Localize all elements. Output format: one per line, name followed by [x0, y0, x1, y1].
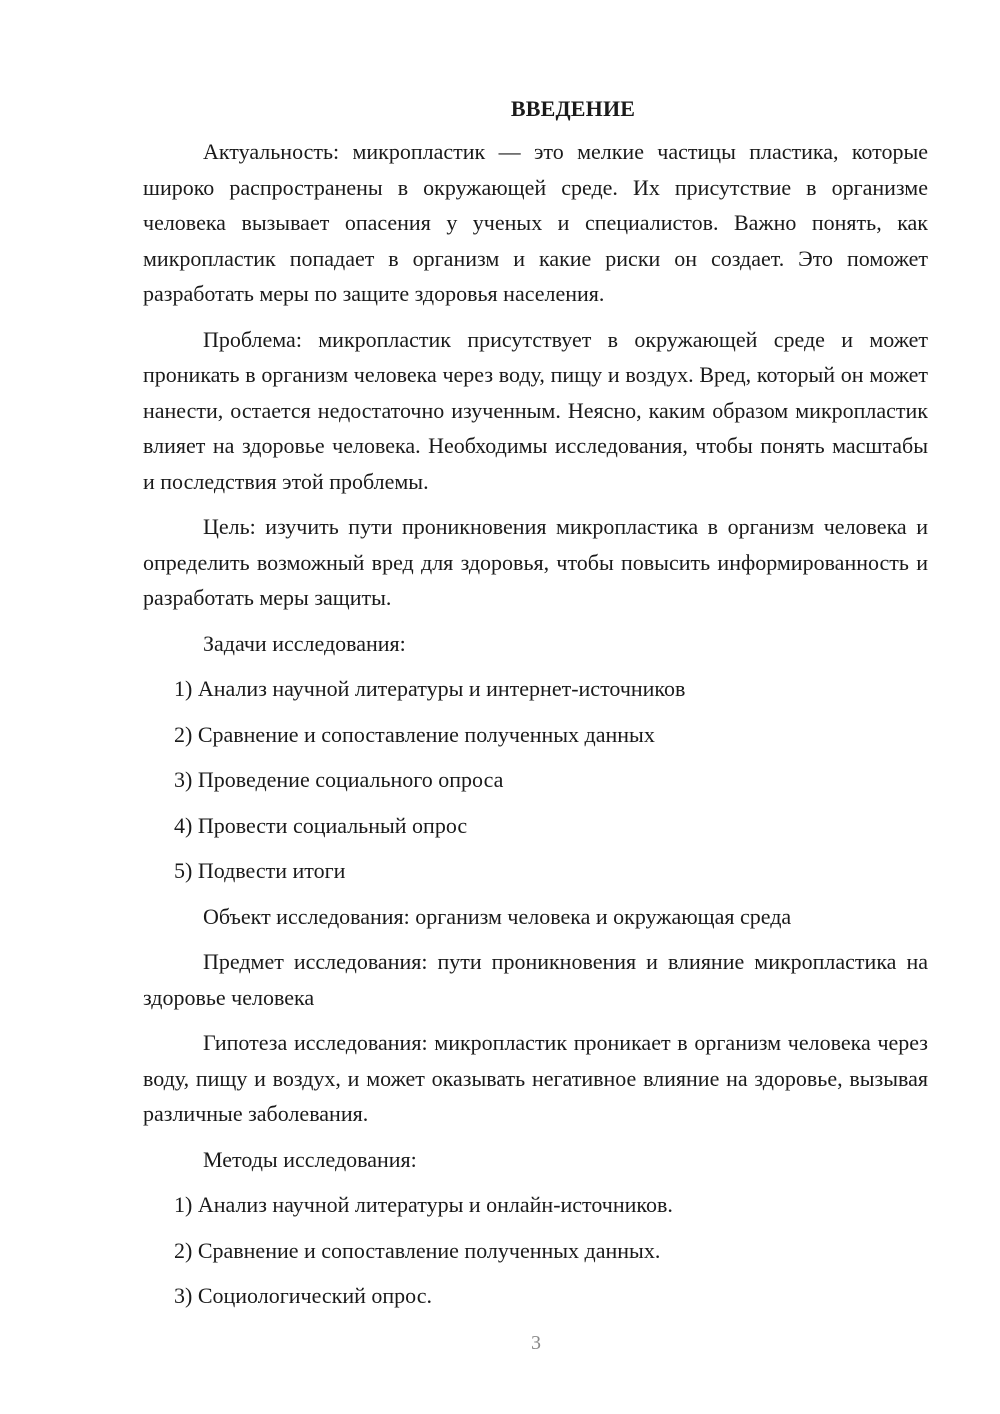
subject-paragraph: Предмет исследования: пути проникновения и влияние микропластика на здоровье человека [143, 949, 928, 1010]
problem-paragraph: Проблема: микропластик присутствует в окружающей среде и может проникать в организм человека через воду, пищу и воздух. Вред, который он может нанести, остается недостаточно изученным. Неясно, каким образом микропластик влияет на здоровье человека. Необходимы исследования, чтобы понять масштабы и последствия этой проблемы. [143, 326, 928, 494]
goal-paragraph: Цель: изучить пути проникновения микропластика в организм человека и определить возможный вред для здоровья, чтобы повысить информированность и разработать меры защиты. [143, 514, 928, 610]
task-item: 4) Провести социальный опрос [174, 812, 468, 838]
task-item: 5) Подвести итоги [174, 858, 346, 883]
page-number: 3 [531, 1332, 541, 1354]
task-item: 2) Сравнение и сопоставление полученных данных [174, 721, 655, 747]
relevance-paragraph: Актуальность: микропластик — это мелкие частицы пластика, которые широко распространены в окружающей среде. Их присутствие в организме человека вызывает опасения у ученых и специалистов. Важно понять, как микропластик попадает в организм и какие риски он создает. Это поможет разработать меры по защите здоровья населения. [143, 139, 928, 306]
task-item: 3) Проведение социального опроса [174, 767, 504, 792]
method-item: 3) Социологический опрос. [174, 1283, 432, 1308]
hypothesis-paragraph: Гипотеза исследования: микропластик проникает в организм человека через воду, пищу и воздух, и может оказывать негативное влияние на здоровье, вызывая различные заболевания. [143, 1030, 928, 1126]
tasks-list [143, 671, 928, 889]
method-item: 2) Сравнение и сопоставление полученных данных. [174, 1237, 661, 1263]
methods-heading: Методы исследования: [203, 1146, 417, 1172]
tasks-heading: Задачи исследования: [203, 630, 406, 656]
task-item: 1) Анализ научной литературы и интернет-источников [174, 676, 686, 701]
methods-list [143, 1187, 928, 1314]
document-page [143, 92, 928, 1324]
object-paragraph: Объект исследования: организм человека и окружающая среда [203, 903, 792, 929]
section-heading: ВВЕДЕНИЕ [510, 96, 636, 121]
method-item: 1) Анализ научной литературы и онлайн-источников. [174, 1192, 673, 1217]
